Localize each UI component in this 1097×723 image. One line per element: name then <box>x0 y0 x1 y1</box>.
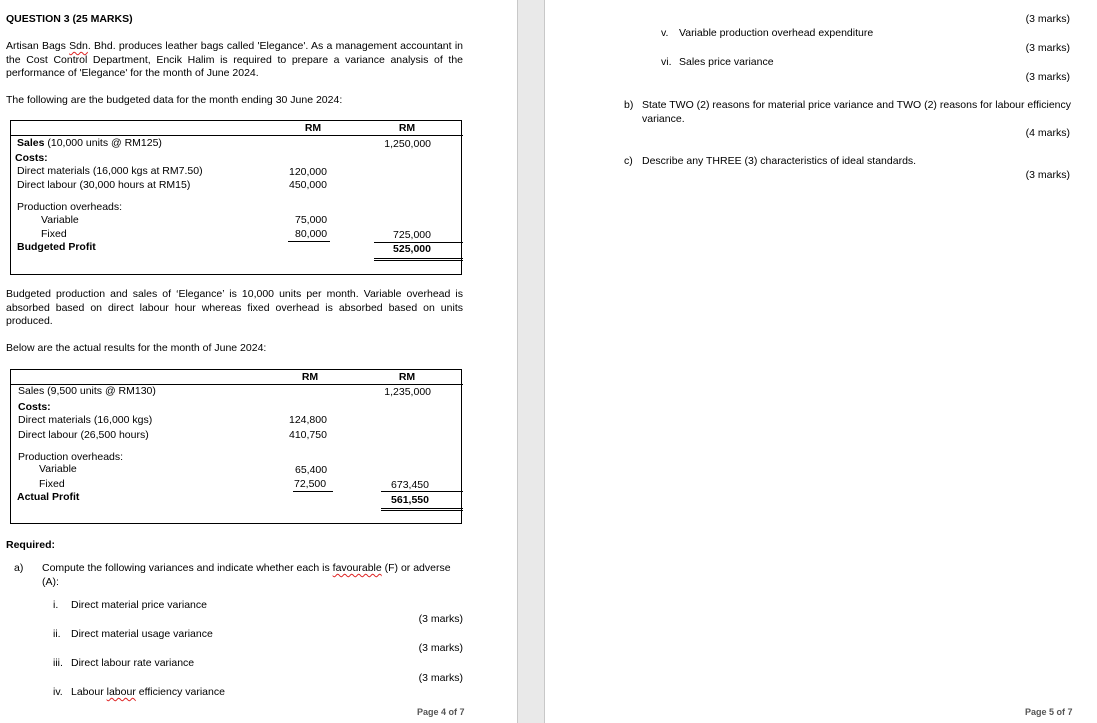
actual-costs-label: Costs: <box>18 401 51 413</box>
actual-total-costs: 673,450 <box>391 479 429 491</box>
budget-double-line-2 <box>374 260 463 261</box>
top-marks: (3 marks) <box>1025 13 1070 25</box>
budget-dl-label: Direct labour (30,000 hours at RM15) <box>17 179 191 191</box>
budget-table <box>10 120 462 275</box>
item-iv-text: Labour labour efficiency variance <box>71 686 225 698</box>
budget-note: Budgeted production and sales of ‘Elegance’ is 10,000 units per month. Variable overhead is absorbed based on direct labour hour whereas fixed overhead is absorbed based on units produced. <box>6 288 463 327</box>
actual-double-line-2 <box>381 510 463 511</box>
budget-fix-value: 80,000 <box>295 228 328 240</box>
budget-po-label: Production overheads: <box>17 201 123 213</box>
actual-double-line-1 <box>381 508 463 509</box>
actual-col1-header: RM <box>301 371 319 383</box>
item-ii-num: ii. <box>53 628 61 640</box>
budget-profit-value: 525,000 <box>393 243 431 255</box>
item-iv-num: iv. <box>53 686 63 698</box>
item-iii-num: iii. <box>53 657 63 669</box>
actual-col2-header: RM <box>398 371 416 383</box>
item-iii-text: Direct labour rate variance <box>71 657 195 669</box>
spellcheck-word-sdn: Sdn <box>69 40 88 52</box>
spellcheck-word-labour: labour <box>106 686 136 698</box>
page-gutter <box>517 0 545 723</box>
budget-dm-value: 120,000 <box>289 166 327 178</box>
actual-profit-label: Actual Profit <box>17 491 80 503</box>
budget-total-costs: 725,000 <box>393 229 431 241</box>
part-a-text: Compute the following variances and indicate whether each is favourable (F) or adverse (A): <box>42 562 451 588</box>
actual-profit-value: 561,550 <box>391 494 429 506</box>
actual-sales-value: 1,235,000 <box>384 386 431 398</box>
actual-total-line <box>381 491 463 492</box>
item-vi-text: Sales price variance <box>679 56 774 68</box>
budget-profit-label: Budgeted Profit <box>17 241 96 253</box>
part-c-label: c) <box>624 155 633 167</box>
actual-table <box>10 369 462 524</box>
page-number-4: Page 4 of 7 <box>417 707 465 717</box>
budget-var-value: 75,000 <box>295 214 328 226</box>
budget-col1-header: RM <box>304 122 322 134</box>
item-v-marks: (3 marks) <box>1025 42 1070 54</box>
budget-fix-label: Fixed <box>41 228 67 240</box>
actual-dm-label: Direct materials (16,000 kgs) <box>18 414 153 426</box>
item-ii-text: Direct material usage variance <box>71 628 213 640</box>
part-c-text: Describe any THREE (3) characteristics of ideal standards. <box>642 155 917 167</box>
actual-dm-value: 124,800 <box>289 414 327 426</box>
budget-subtotal-line <box>288 241 330 242</box>
actual-dl-label: Direct labour (26,500 hours) <box>18 429 149 441</box>
required-heading: Required: <box>6 539 56 551</box>
item-ii-marks: (3 marks) <box>418 642 463 654</box>
part-b-label: b) <box>624 99 634 111</box>
actual-intro: Below are the actual results for the month of June 2024: <box>6 342 267 354</box>
page-number-5: Page 5 of 7 <box>1025 707 1073 717</box>
actual-subtotal-line <box>293 491 333 492</box>
page-5 <box>545 0 1097 723</box>
part-a-label: a) <box>14 562 24 574</box>
actual-var-label: Variable <box>39 463 77 475</box>
budget-double-line-1 <box>374 258 463 259</box>
item-v-num: v. <box>661 27 669 39</box>
actual-po-label: Production overheads: <box>18 451 124 463</box>
budget-intro: The following are the budgeted data for the month ending 30 June 2024: <box>6 94 343 106</box>
budget-dl-value: 450,000 <box>289 179 327 191</box>
budget-costs-label: Costs: <box>15 152 48 164</box>
actual-fix-value: 72,500 <box>294 478 327 490</box>
budget-var-label: Variable <box>41 214 79 226</box>
item-iii-marks: (3 marks) <box>418 672 463 684</box>
item-i-num: i. <box>53 599 59 611</box>
budget-col2-header: RM <box>398 122 416 134</box>
intro-paragraph: Artisan Bags Sdn. Bhd. produces leather bags called 'Elegance'. As a management accountant in the Cost Control Department, Encik Halim is required to prepare a variance analysis of the performance of 'Elegance' for the month of June 2024. <box>6 40 463 79</box>
part-b-text: State TWO (2) reasons for material price variance and TWO (2) reasons for labour efficiency variance. <box>642 99 1071 125</box>
question-title: QUESTION 3 (25 MARKS) <box>6 13 133 25</box>
budget-sales-value: 1,250,000 <box>384 138 431 150</box>
budget-sales-label: Sales (10,000 units @ RM125) <box>17 137 162 149</box>
budget-dm-label: Direct materials (16,000 kgs at RM7.50) <box>17 165 203 177</box>
actual-sales-label: Sales (9,500 units @ RM130) <box>18 385 156 397</box>
actual-var-value: 65,400 <box>295 464 328 476</box>
item-i-text: Direct material price variance <box>71 599 207 611</box>
page-4 <box>0 0 517 723</box>
item-vi-num: vi. <box>661 56 672 68</box>
part-b-marks: (4 marks) <box>1025 127 1070 139</box>
actual-fix-label: Fixed <box>39 478 65 490</box>
part-c-marks: (3 marks) <box>1025 169 1070 181</box>
actual-dl-value: 410,750 <box>289 429 327 441</box>
item-v-text: Variable production overhead expenditure <box>679 27 874 39</box>
item-i-marks: (3 marks) <box>418 613 463 625</box>
item-vi-marks: (3 marks) <box>1025 71 1070 83</box>
spellcheck-word-favourable: favourable <box>332 562 382 574</box>
